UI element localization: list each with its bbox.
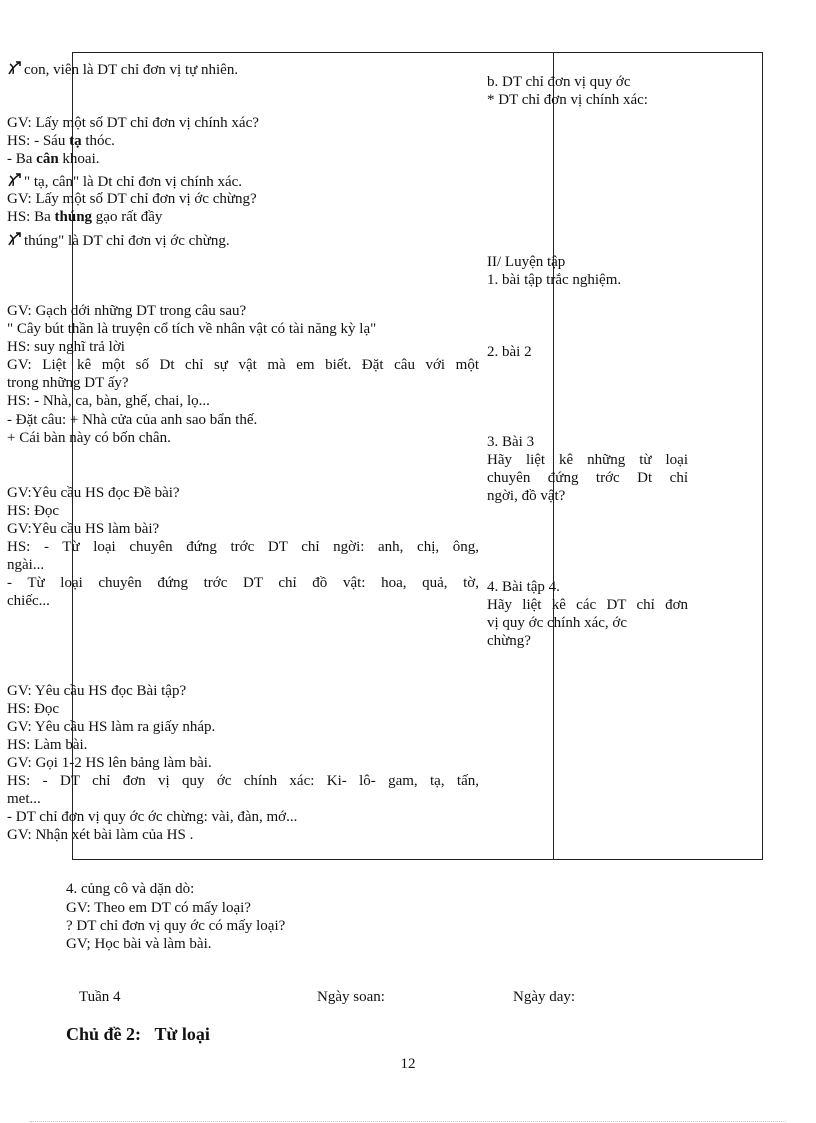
text-segment: GV: Liệt kê một số Dt chỉ sự vật mà em biết. Đặt câu với một	[7, 357, 479, 373]
left-line	[7, 754, 212, 772]
text-segment: chuyên đứng trớc Dt chỉ	[487, 470, 688, 486]
text-segment: GV: Nhận xét bài làm của HS .	[7, 827, 194, 843]
text-segment: GV:Yêu cầu HS đọc Đề bài?	[7, 485, 180, 501]
right-line	[487, 632, 531, 650]
text-segment: * DT chỉ đơn vị chính xác:	[487, 92, 648, 108]
left-line	[7, 338, 125, 356]
text-segment: GV: Lấy một số DT chỉ đơn vị chính xác?	[7, 115, 259, 131]
left-line	[7, 700, 59, 718]
left-line	[7, 231, 230, 250]
right-line	[487, 433, 534, 451]
prep-date-label: Ngày soan:	[317, 989, 385, 1005]
left-line	[7, 356, 479, 374]
left-line	[7, 808, 297, 826]
right-line	[487, 343, 532, 361]
text-segment: HS: suy nghĩ trả lời	[7, 339, 125, 355]
arrow-icon	[7, 60, 23, 76]
text-segment: chừng?	[487, 633, 531, 649]
left-line	[7, 190, 257, 208]
text-segment: trong những DT ấy?	[7, 375, 129, 391]
left-line	[7, 392, 210, 410]
left-line	[7, 826, 193, 844]
right-line	[487, 469, 688, 487]
text-segment: HS: Đọc	[7, 701, 60, 717]
right-line	[487, 451, 688, 469]
text-segment: HS: - Nhà, ca, bàn, ghế, chai, lọ...	[7, 393, 210, 409]
text-segment: HS: Làm bài.	[7, 737, 88, 753]
left-line	[7, 736, 87, 754]
left-line	[7, 114, 259, 132]
text-segment: HS: - Từ loại chuyên đứng trớc DT chỉ ngời: anh, chị, ông,	[7, 539, 479, 555]
text-segment: tạ	[69, 133, 82, 149]
left-line	[7, 429, 171, 447]
text-segment: GV: Yêu cầu HS làm ra giấy nháp.	[7, 719, 216, 735]
text-segment: cân	[36, 151, 59, 167]
left-line	[7, 790, 41, 808]
text-segment: " Cây bút thần là truyện cổ tích về nhân vật có tài năng kỳ lạ"	[7, 321, 377, 337]
left-line	[7, 132, 115, 150]
text-segment: GV:Yêu cầu HS làm bài?	[7, 521, 160, 537]
text-segment: thúng" là DT chỉ đơn vị ớc chừng.	[24, 233, 230, 249]
week-label: Tuần 4	[79, 989, 121, 1005]
left-line	[7, 682, 186, 700]
text-segment: HS: Đọc	[7, 503, 60, 519]
arrow-icon	[7, 172, 23, 188]
text-segment: 3. Bài 3	[487, 434, 535, 450]
text-segment: GV: Lấy một số DT chỉ đơn vị ớc chừng?	[7, 191, 257, 207]
left-line	[7, 520, 159, 538]
text-segment: HS: - DT chỉ đơn vị quy ớc chính xác: Ki- lô- gam, tạ, tấn,	[7, 773, 479, 789]
page-number: 12	[400, 1056, 416, 1072]
right-line	[487, 487, 565, 505]
topic-heading	[66, 1024, 210, 1045]
text-segment: HS: - Sáu	[7, 133, 70, 149]
left-line	[7, 538, 479, 556]
footer-line: 4. củng cô và dặn dò:	[66, 881, 195, 897]
left-line	[7, 150, 100, 168]
right-line	[487, 578, 560, 596]
text-segment: - Ba	[7, 151, 37, 167]
text-segment: gạo rất đầy	[92, 209, 163, 225]
text-segment: II/ Luyện tập	[487, 254, 566, 270]
text-segment: thóc.	[81, 133, 115, 149]
text-segment: HS: Ba	[7, 209, 55, 225]
text-segment: chiếc...	[7, 593, 50, 609]
topic-title: Từ loại	[154, 1024, 210, 1044]
right-line	[487, 596, 688, 614]
right-line	[487, 73, 631, 91]
left-line	[7, 208, 162, 226]
left-line	[7, 592, 50, 610]
text-segment: 2. bài 2	[487, 344, 532, 360]
right-line	[487, 271, 621, 289]
text-segment: ngài...	[7, 557, 45, 573]
right-line	[487, 614, 627, 632]
text-segment: b. DT chỉ đơn vị quy ớc	[487, 74, 631, 90]
left-line	[7, 772, 479, 790]
left-line	[7, 718, 215, 736]
right-line	[487, 91, 648, 109]
text-segment: con, viên là DT chỉ đơn vị tự nhiên.	[24, 62, 239, 78]
left-line	[7, 411, 257, 429]
left-line	[7, 502, 59, 520]
left-line	[7, 172, 242, 191]
text-segment: GV: Gọi 1-2 HS lên bảng làm bài.	[7, 755, 212, 771]
arrow-icon	[7, 231, 23, 247]
text-segment: + Cái bàn này có bốn chân.	[7, 430, 171, 446]
text-segment: thúng	[54, 209, 93, 225]
text-segment: - Đặt câu: + Nhà cửa của anh sao bẩn thế.	[7, 412, 258, 428]
footer-line: GV: Theo em DT có mấy loại?	[66, 900, 251, 916]
text-segment: met...	[7, 791, 41, 807]
text-segment: 1. bài tập trắc nghiệm.	[487, 272, 622, 288]
left-line	[7, 320, 376, 338]
topic-label: Chủ đề 2:	[66, 1024, 142, 1044]
left-line	[7, 574, 479, 592]
left-line	[7, 302, 246, 320]
text-segment: GV: Gạch dới những DT trong câu sau?	[7, 303, 247, 319]
page-bottom-rule	[30, 1121, 786, 1122]
text-segment: - Từ loại chuyên đứng trớc DT chỉ đồ vật: hoa, quả, tờ,	[7, 575, 479, 591]
footer-line: ? DT chỉ đơn vị quy ớc có mấy loại?	[66, 918, 286, 934]
text-segment: vị quy ớc chính xác, ớc	[487, 615, 627, 631]
text-segment: " tạ, cân" là Dt chỉ đơn vị chính xác.	[24, 174, 243, 190]
teach-date-label: Ngày day:	[513, 989, 576, 1005]
text-segment: GV: Yêu cầu HS đọc Bài tập?	[7, 683, 187, 699]
text-segment: Hãy liệt kê các DT chỉ đơn	[487, 597, 688, 613]
text-segment: ngời, đồ vật?	[487, 488, 566, 504]
text-segment: - DT chỉ đơn vị quy ớc ớc chừng: vài, đàn, mớ...	[7, 809, 298, 825]
left-line	[7, 484, 180, 502]
left-line	[7, 374, 129, 392]
footer-line: GV; Học bài và làm bài.	[66, 936, 212, 952]
text-segment: khoai.	[58, 151, 100, 167]
right-line	[487, 253, 565, 271]
left-line	[7, 556, 44, 574]
left-line	[7, 60, 238, 79]
text-segment: 4. Bài tập 4.	[487, 579, 560, 595]
text-segment: Hãy liệt kê những từ loại	[487, 452, 688, 468]
